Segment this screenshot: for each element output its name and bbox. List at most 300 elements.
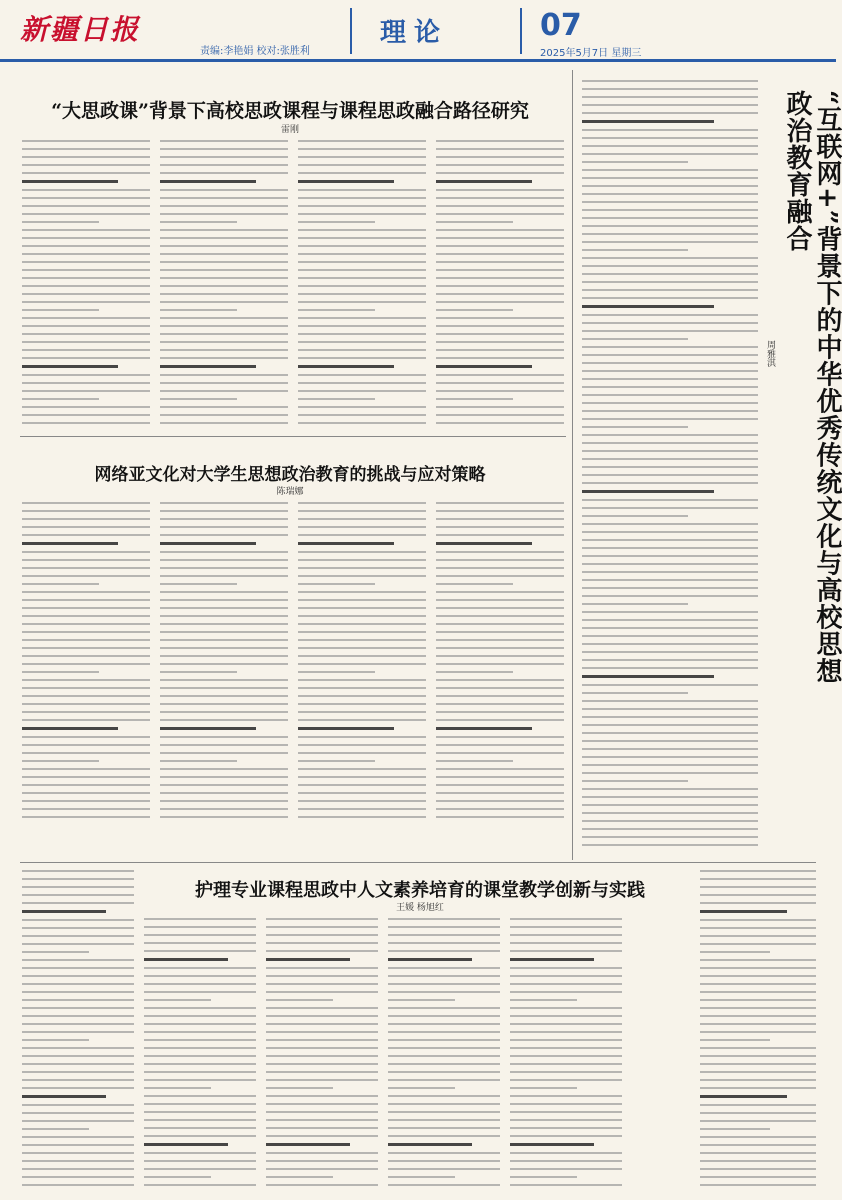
text-line <box>160 164 288 166</box>
text-line <box>436 148 564 150</box>
text-line <box>298 253 426 255</box>
text-line <box>144 958 228 961</box>
text-line <box>582 370 758 372</box>
text-line <box>22 317 150 319</box>
text-line <box>510 958 594 961</box>
text-line <box>298 189 426 191</box>
text-line <box>298 406 426 408</box>
text-line <box>298 752 426 754</box>
text-line <box>22 719 150 721</box>
text-line <box>582 772 758 774</box>
text-line <box>22 943 134 945</box>
text-line <box>144 1071 256 1073</box>
text-line <box>266 1007 378 1009</box>
text-line <box>582 112 758 114</box>
text-line <box>22 959 134 961</box>
text-line <box>22 607 150 609</box>
text-line <box>582 804 758 806</box>
text-line <box>22 148 150 150</box>
text-line <box>22 559 150 561</box>
text-line <box>582 273 758 275</box>
text-line <box>22 229 150 231</box>
text-line <box>298 390 426 392</box>
text-line <box>160 518 288 520</box>
text-line <box>160 301 288 303</box>
text-line <box>22 1087 134 1089</box>
text-line <box>144 1103 256 1105</box>
text-line <box>144 1168 256 1170</box>
text-line <box>582 499 758 501</box>
text-line <box>582 193 758 195</box>
text-line <box>582 764 758 766</box>
text-line <box>436 687 564 689</box>
text-line <box>298 261 426 263</box>
text-line <box>22 293 150 295</box>
text-line <box>582 386 758 388</box>
text-line <box>388 1007 500 1009</box>
text-line <box>510 1152 622 1154</box>
text-line <box>582 322 758 324</box>
text-line <box>160 502 288 504</box>
text-line <box>160 768 288 770</box>
text-line <box>510 1111 622 1113</box>
text-line <box>144 1087 211 1089</box>
text-line <box>700 1168 816 1170</box>
text-line <box>582 426 688 428</box>
text-line <box>144 1111 256 1113</box>
text-line <box>298 591 426 593</box>
text-line <box>436 792 564 794</box>
text-line <box>700 991 816 993</box>
text-line <box>700 1095 787 1098</box>
text-line <box>582 603 688 605</box>
text-line <box>160 148 288 150</box>
text-line <box>160 365 256 368</box>
text-line <box>582 466 758 468</box>
text-line <box>388 1023 500 1025</box>
text-line <box>582 651 758 653</box>
text-line <box>582 80 758 82</box>
text-line <box>144 934 256 936</box>
text-line <box>510 942 622 944</box>
text-line <box>22 180 118 183</box>
text-line <box>298 703 426 705</box>
text-line <box>436 349 564 351</box>
text-line <box>266 958 350 961</box>
text-line <box>298 317 426 319</box>
text-line <box>298 816 426 818</box>
text-line <box>22 301 150 303</box>
text-line <box>144 1047 256 1049</box>
text-line <box>22 237 150 239</box>
text-line <box>22 1023 134 1025</box>
text-line <box>298 269 426 271</box>
text-line <box>700 1071 816 1073</box>
text-line <box>22 534 150 536</box>
text-line <box>582 104 758 106</box>
text-line <box>582 579 758 581</box>
text-line <box>160 374 288 376</box>
text-line <box>582 692 688 694</box>
text-line <box>582 241 758 243</box>
text-line <box>582 547 758 549</box>
text-line <box>22 591 150 593</box>
text-line <box>160 752 288 754</box>
text-line <box>160 599 288 601</box>
text-line <box>436 752 564 754</box>
text-line <box>266 1055 378 1057</box>
text-line <box>160 816 288 818</box>
text-line <box>388 1160 500 1162</box>
text-line <box>298 156 426 158</box>
text-line <box>22 1176 134 1178</box>
text-line <box>160 663 288 665</box>
text-line <box>510 1087 577 1089</box>
text-line <box>160 551 288 553</box>
text-line <box>700 975 816 977</box>
text-line <box>436 526 564 528</box>
text-line <box>436 197 564 199</box>
text-line <box>160 172 288 174</box>
text-line <box>266 967 378 969</box>
text-line <box>22 542 118 545</box>
text-line <box>160 623 288 625</box>
text-line <box>582 450 758 452</box>
text-line <box>582 708 758 710</box>
text-line <box>298 374 426 376</box>
text-line <box>582 129 758 131</box>
text-line <box>582 740 758 742</box>
text-line <box>582 635 758 637</box>
text-line <box>298 172 426 174</box>
text-line <box>700 870 816 872</box>
text-line <box>160 341 288 343</box>
text-line <box>22 711 150 713</box>
text-line <box>436 398 513 400</box>
text-line <box>436 744 564 746</box>
article-1-byline: 雷刚 <box>280 125 299 135</box>
text-line <box>298 502 426 504</box>
text-line <box>144 1184 256 1186</box>
text-line <box>22 253 150 255</box>
article-3-col-4 <box>388 918 500 1190</box>
text-line <box>700 1063 816 1065</box>
text-line <box>582 507 758 509</box>
text-line <box>582 675 714 678</box>
text-line <box>388 1143 472 1146</box>
text-line <box>160 285 288 287</box>
text-line <box>436 164 564 166</box>
article-2-col-2 <box>160 502 288 827</box>
text-line <box>22 414 150 416</box>
text-line <box>510 983 622 985</box>
text-line <box>160 382 288 384</box>
text-line <box>298 237 426 239</box>
text-line <box>388 967 500 969</box>
article-4-byline: 周雅淇 <box>765 340 775 367</box>
text-line <box>266 983 378 985</box>
text-line <box>22 374 150 376</box>
text-line <box>160 559 288 561</box>
text-line <box>266 1168 378 1170</box>
text-line <box>388 1152 500 1154</box>
text-line <box>510 1023 622 1025</box>
text-line <box>160 760 237 762</box>
text-line <box>436 213 564 215</box>
text-line <box>582 96 758 98</box>
page-number: 07 <box>540 8 582 43</box>
text-line <box>22 727 118 730</box>
divider <box>20 436 566 437</box>
text-line <box>582 796 758 798</box>
text-line <box>582 418 758 420</box>
text-line <box>700 1160 816 1162</box>
text-line <box>266 1111 378 1113</box>
text-line <box>22 406 150 408</box>
text-line <box>266 934 378 936</box>
text-line <box>160 526 288 528</box>
text-line <box>160 510 288 512</box>
text-line <box>700 1047 816 1049</box>
text-line <box>510 1047 622 1049</box>
text-line <box>582 137 758 139</box>
text-line <box>22 1120 134 1122</box>
text-line <box>22 325 150 327</box>
text-line <box>144 967 256 969</box>
text-line <box>22 935 134 937</box>
text-line <box>160 357 288 359</box>
text-line <box>160 406 288 408</box>
text-line <box>582 281 758 283</box>
text-line <box>22 551 150 553</box>
text-line <box>144 1063 256 1065</box>
text-line <box>266 999 333 1001</box>
text-line <box>436 341 564 343</box>
text-line <box>510 1176 577 1178</box>
text-line <box>510 999 577 1001</box>
text-line <box>298 285 426 287</box>
text-line <box>582 490 714 493</box>
text-line <box>510 1063 622 1065</box>
text-line <box>700 1039 770 1041</box>
text-line <box>510 1184 622 1186</box>
text-line <box>700 1015 816 1017</box>
text-line <box>298 164 426 166</box>
text-line <box>160 189 288 191</box>
text-line <box>388 1079 500 1081</box>
text-line <box>22 1055 134 1057</box>
text-line <box>582 780 688 782</box>
text-line <box>298 518 426 520</box>
masthead <box>0 0 836 62</box>
text-line <box>160 800 288 802</box>
text-line <box>266 1031 378 1033</box>
text-line <box>22 140 150 142</box>
text-line <box>436 325 564 327</box>
text-line <box>298 671 375 673</box>
text-line <box>436 414 564 416</box>
text-line <box>510 967 622 969</box>
text-line <box>700 1120 816 1122</box>
text-line <box>510 926 622 928</box>
text-line <box>510 1119 622 1121</box>
text-line <box>22 526 150 528</box>
text-line <box>436 768 564 770</box>
article-3-col-3 <box>266 918 378 1190</box>
text-line <box>298 623 426 625</box>
text-line <box>582 153 758 155</box>
text-line <box>436 695 564 697</box>
text-line <box>436 760 513 762</box>
text-line <box>298 639 426 641</box>
text-line <box>266 1095 378 1097</box>
text-line <box>298 349 426 351</box>
text-line <box>700 927 816 929</box>
text-line <box>298 245 426 247</box>
text-line <box>582 120 714 123</box>
text-line <box>388 1111 500 1113</box>
text-line <box>22 172 150 174</box>
text-line <box>22 1112 134 1114</box>
text-line <box>144 1055 256 1057</box>
text-line <box>144 942 256 944</box>
text-line <box>700 1104 816 1106</box>
text-line <box>22 341 150 343</box>
text-line <box>160 245 288 247</box>
text-line <box>298 229 426 231</box>
text-line <box>160 293 288 295</box>
text-line <box>298 534 426 536</box>
text-line <box>144 950 256 952</box>
text-line <box>266 1176 333 1178</box>
text-line <box>22 886 134 888</box>
text-line <box>22 1079 134 1081</box>
text-line <box>144 1135 256 1137</box>
text-line <box>298 768 426 770</box>
text-line <box>510 1039 622 1041</box>
text-line <box>22 599 150 601</box>
text-line <box>160 808 288 810</box>
text-line <box>388 991 500 993</box>
text-line <box>160 213 288 215</box>
text-line <box>582 434 758 436</box>
text-line <box>388 942 500 944</box>
text-line <box>22 382 150 384</box>
text-line <box>700 902 816 904</box>
text-line <box>700 1087 816 1089</box>
text-line <box>160 269 288 271</box>
text-line <box>388 950 500 952</box>
text-line <box>144 991 256 993</box>
text-line <box>298 607 426 609</box>
text-line <box>22 1168 134 1170</box>
text-line <box>160 542 256 545</box>
text-line <box>582 177 758 179</box>
text-line <box>22 655 150 657</box>
text-line <box>160 639 288 641</box>
text-line <box>160 197 288 199</box>
text-line <box>144 1039 256 1041</box>
text-line <box>582 627 758 629</box>
text-line <box>582 732 758 734</box>
text-line <box>298 784 426 786</box>
text-line <box>436 599 564 601</box>
text-line <box>22 784 150 786</box>
text-line <box>436 502 564 504</box>
text-line <box>22 197 150 199</box>
text-line <box>436 301 564 303</box>
article-1-col-2 <box>160 140 288 430</box>
text-line <box>22 510 150 512</box>
text-line <box>388 1127 500 1129</box>
text-line <box>436 285 564 287</box>
text-line <box>22 991 134 993</box>
text-line <box>436 205 564 207</box>
text-line <box>298 736 426 738</box>
text-line <box>22 679 150 681</box>
text-line <box>700 919 816 921</box>
text-line <box>298 792 426 794</box>
text-line <box>700 999 816 1001</box>
text-line <box>298 631 426 633</box>
text-line <box>582 289 758 291</box>
text-line <box>388 1135 500 1137</box>
text-line <box>582 812 758 814</box>
text-line <box>582 611 758 613</box>
text-line <box>22 1104 134 1106</box>
text-line <box>298 599 426 601</box>
text-line <box>298 309 375 311</box>
article-2-col-3 <box>298 502 426 827</box>
text-line <box>388 1071 500 1073</box>
text-line <box>582 643 758 645</box>
text-line <box>436 551 564 553</box>
text-line <box>298 559 426 561</box>
text-line <box>700 1031 816 1033</box>
text-line <box>298 711 426 713</box>
text-line <box>298 301 426 303</box>
text-line <box>510 918 622 920</box>
text-line <box>160 711 288 713</box>
text-line <box>700 1023 816 1025</box>
text-line <box>22 1039 89 1041</box>
text-line <box>582 667 758 669</box>
text-line <box>582 265 758 267</box>
text-line <box>582 185 758 187</box>
text-line <box>436 631 564 633</box>
text-line <box>582 474 758 476</box>
text-line <box>22 164 150 166</box>
text-line <box>700 935 816 937</box>
text-line <box>582 587 758 589</box>
text-line <box>22 623 150 625</box>
text-line <box>510 934 622 936</box>
divider <box>572 70 573 860</box>
article-1-col-3 <box>298 140 426 430</box>
text-line <box>160 221 237 223</box>
text-line <box>582 619 758 621</box>
text-line <box>298 341 426 343</box>
text-line <box>436 365 532 368</box>
text-line <box>160 156 288 158</box>
text-line <box>700 967 816 969</box>
article-3-byline: 王媛 杨旭红 <box>396 903 444 913</box>
text-line <box>22 1136 134 1138</box>
text-line <box>436 261 564 263</box>
text-line <box>436 816 564 818</box>
text-line <box>582 788 758 790</box>
text-line <box>582 724 758 726</box>
